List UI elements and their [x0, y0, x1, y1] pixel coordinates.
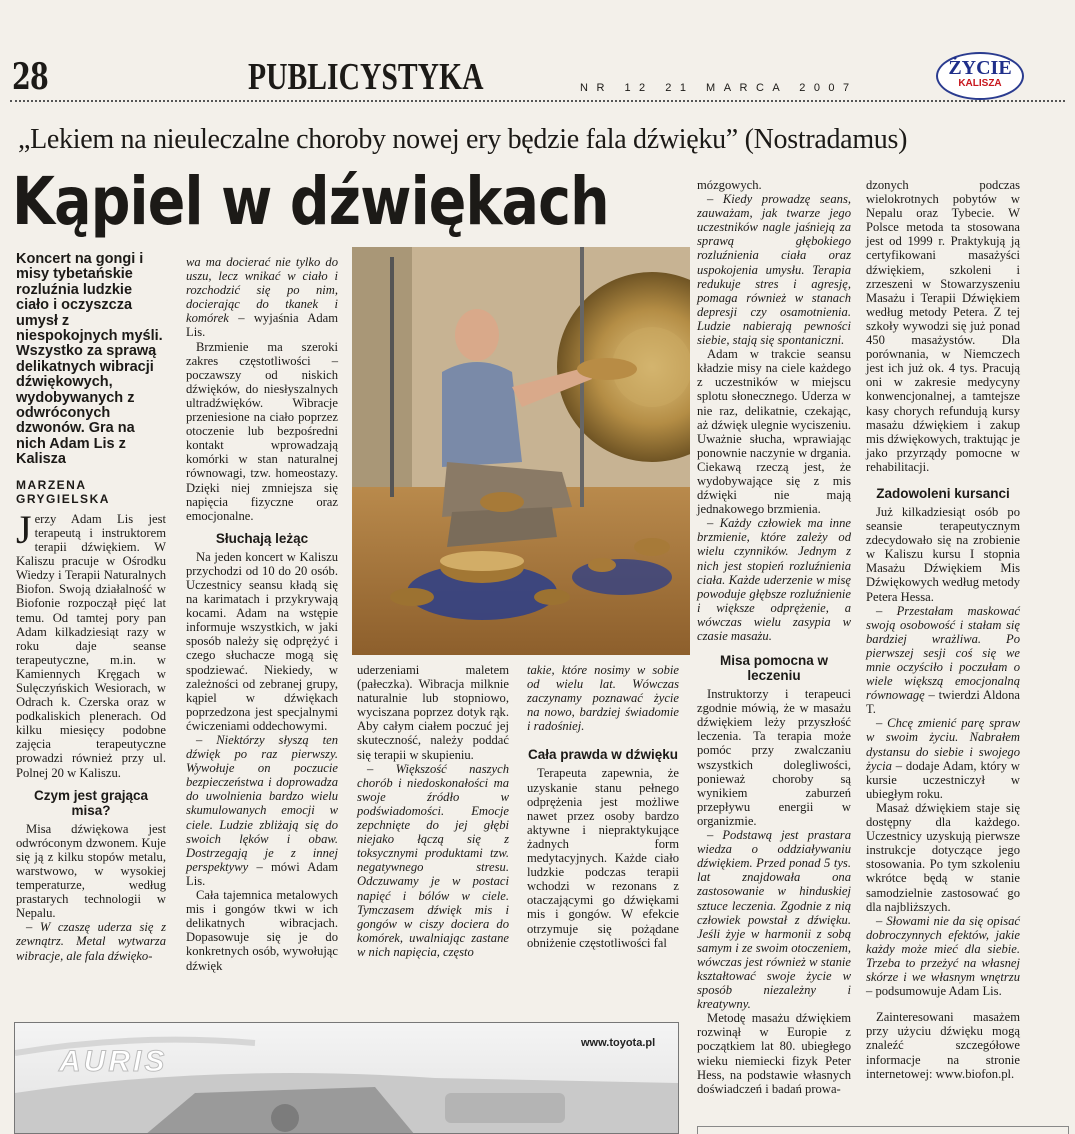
- byline: MARZENA GRYGIELSKA: [16, 477, 110, 506]
- paragraph: – Podstawą jest prastara wiedza o oddziaływaniu dźwiękiem. Przed ponad 5 tys. lat znajdowała ona zastosowanie w hinduskiej sztuce leczenia. Zgodnie z nią człowiek powstał z dźwięku. Jeśli żyje w harmonii z sobą samym i ze swoim otoczeniem, wówczas jest również w stanie kształtować swoje życie w sposób niezależny i kreatywny.: [697, 828, 851, 1012]
- paragraph: Jerzy Adam Lis jest terapeutą i instruktorem terapii dźwiękiem. W Kaliszu pracuje w Ośrodku Wiedzy i Terapii Naturalnych Biofon. Swoją działalność w Biofonie rozpoczął pięć lat temu. Od tamtej pory pan Adam kilkadziesiąt razy w roku daje seanse terapeutyczne, m.in. w Kamiennych Kręgach w Sulęczyńskich Wesiorach, w Odrach k. Czerska oraz w podkaliskich plenerach. Od kilku miesięcy podobne zajęcia terapeutyczne prowadzi również przy ul. Polnej 20 w Kaliszu.: [16, 506, 166, 780]
- article-quote: „Lekiem na nieuleczalne choroby nowej ery będzie fala dźwięku” (Nostradamus): [18, 124, 908, 155]
- subheading: Słuchają leżąc: [215, 530, 309, 546]
- paragraph: uderzeniami maletem (pałeczka). Wibracja milknie naturalnie lub stopniowo, wyciszana poprzez dotyk rąk. Aby całym ciałem poczuć jej skuteczność, należy poddać się terapii w skupieniu.: [357, 663, 509, 762]
- subheading: Czym jest grająca misa?: [33, 787, 149, 818]
- subheading: Misa pomocna w leczeniu: [719, 653, 829, 684]
- paragraph: – Każdy człowiek ma inne brzmienie, które zależy od wielu czynników. Jednym z nich jest stopień rozluźnienia ciała. Każde uderzenie w misę powoduje głębsze rozluźnienie i większe odprężenie, a wówczas wielu zasypia w czasie masażu.: [697, 516, 851, 643]
- paragraph: – Chcę zmienić parę spraw w swoim życiu. Nabrałem dystansu do siebie i swojego życia – dodaje Adam, który w kursie uczestniczył w ubiegłym roku.: [866, 716, 1020, 801]
- column-5: [697, 178, 851, 1096]
- paragraph: Misa dźwiękowa jest odwróconym dzwonem. Kuje się ją z kilku stopów metalu, warstwowo, w wysokiej temperaturze, według prastarych technologii w Nepalu.: [16, 821, 166, 921]
- paragraph: Na jeden koncert w Kaliszu przychodzi od 10 do 20 osób. Uczestnicy seansu kładą się na karimatach i przykrywają kocami. Adam na wstępie informuje wszystkich, w jaki sposób należy się odprężyć i czego słuchacze mogą się spodziewać. Niekiedy, w zależności od zebranej grupy, kąpiel w dźwiękach poprzedzona jest specjalnymi ćwiczeniami oddechowymi.: [186, 549, 338, 733]
- paragraph: dzonych podczas wielokrotnych pobytów w Nepalu oraz Tybecie. W Polsce metoda ta stosowana jest od 1999 r. Praktykują ją certyfikowani masażyści dźwiękiem, szkoleni i zrzeszeni w Stowarzyszeniu Masażu i Terapii Dźwiękiem według metody Petera. Z tej szkoły wywodzi się już ponad 450 masażystów. Dla porównania, w Niemczech jest ich już ok. 4 tys. Pracują oni w zakresie medycyny konwencjonalnej, a tamtejsze kasy chorych refundują kursy masażu dźwiękiem i zakup mis dźwiękowych, traktując je jako przyrządy pomocne w rehabilitacji.: [866, 178, 1020, 474]
- paragraph: Już kilkadziesiąt osób po seansie terapeutycznym zdecydowało się na zrobienie w Kaliszu kursu I stopnia Masażu Dźwiękiem Mis Dźwiękowych według metody Petera Hessa.: [866, 504, 1020, 604]
- paragraph: Zainteresowani masażem przy użyciu dźwięku mogą znaleźć szczegółowe informacje na stronie internetowej: www.biofon.pl.: [866, 1010, 1020, 1081]
- subheading: Zadowoleni kursanci: [876, 485, 1010, 501]
- article-title: Kąpiel w dźwiękach: [12, 163, 609, 240]
- paragraph: Masaż dźwiękiem staje się dostępny dla każdego. Uczestnicy uzyskują pierwsze instrukcje dotyczące jego stosowania. Po tym szkoleniu wkrótce będą w stanie samodzielnie zastosować go dla najbliższych.: [866, 800, 1020, 914]
- paragraph: Instruktorzy i terapeuci zgodnie mówią, że w masażu dźwiękiem leży przyszłość leczenia. Ta terapia może pomóc przy zwalczaniu wszystkich dolegliwości, ponieważ choroby są wynikiem zaburzeń przepływu energii w organizmie.: [697, 687, 851, 828]
- paragraph: wa ma docierać nie tylko do uszu, lecz wnikać w ciało i rozchodzić się po nim, docierając do tkanek i komórek – wyjaśnia Adam Lis.: [186, 255, 338, 340]
- newspaper-logo: [936, 52, 1024, 100]
- toyota-advertisement[interactable]: [14, 1022, 679, 1134]
- bottom-frame: [697, 1126, 1069, 1134]
- logo-word-kalisza: KALISZA: [958, 78, 1002, 89]
- paragraph: – Większość naszych chorób i niedoskonałości ma swoje źródło w podświadomości. Emocje zepchnięte do jej głębi niejako łączą się z toksycznymi produktami tzw. negatywnego stresu. Odczuwamy je w postaci napięć i bólów w ciele. Tymczasem dźwięk mis i gongów w ciszy dociera do komórek, uwalniając zastane w nich napięcia, często: [357, 761, 509, 959]
- article-lead: Koncert na gongi i misy tybetańskie rozluźnia ludzkie ciało i oczyszcza umysł z niespokojnych myśli. Wszystko za sprawą delikatnych wibracji dźwiękowych, wydobywanych z odwróconych dzwonów. Gra na nich Adam Lis z Kalisza: [16, 251, 163, 468]
- drop-cap: J: [16, 506, 32, 552]
- column-6: [866, 178, 1020, 1081]
- photo-illustration: [352, 247, 690, 655]
- article-photo: [352, 247, 690, 655]
- column-4: [527, 663, 679, 950]
- paragraph: – W czaszę uderza się z zewnątrz. Metal wytwarza wibracje, ale fala dźwięko-: [16, 920, 166, 963]
- paragraph: – Kiedy prowadzę seans, zauważam, jak twarze jego uczestników nagle jaśnieją za sprawą głębokiego rozluźnienia ciała oraz uspokojenia umysłu. Terapia redukuje stres i agresję, pomaga również w stanach depresji czy osamotnienia. Ludzie nabierają pewności siebie, stają się spontaniczni.: [697, 192, 851, 348]
- paragraph: – Niektórzy słyszą ten dźwięk po raz pierwszy. Wywołuje on poczucie bezpieczeństwa i doprowadza do uwolnienia bardzo wielu skumulowanych emocji w ciele. Ludzie zbliżają się do swoich lęków i obaw. Dostrzegają je z innej perspektywy – mówi Adam Lis.: [186, 733, 338, 888]
- paragraph: Adam w trakcie seansu kładzie misy na ciele każdego z uczestników w miejscu splotu słonecznego. Uderza w nie raz, delikatnie, czekając, aż dźwięk ulegnie wyciszeniu. Uważnie słucha, wprawiając ponownie naczynie w drgania. Ciekawą rzeczą jest, że wydobywające się z mis dźwięki nie mają jednakowego brzmienia.: [697, 347, 851, 517]
- issue-line: NR 12 21 MARCA 2007: [580, 82, 858, 94]
- paragraph: mózgowych.: [697, 178, 762, 192]
- column-2: [186, 255, 338, 973]
- section-title: PUBLICYSTYKA: [248, 56, 484, 98]
- subheading: Cała prawda w dźwięku: [527, 747, 679, 763]
- paragraph: Brzmienie ma szeroki zakres częstotliwości – poczawszy od niskich dźwięków, do niesłyszalnych ultradźwięków. Wibracje przeniesione na ciało poprzez otoczenie lub bezpośredni kontakt wprowadzają komórki w stan naturalnej równowagi, tzw. homeostazy. Dzięki niej zmniejsza się napięcia fizyczne oraz emocjonalne.: [186, 339, 338, 523]
- column-1: [16, 252, 166, 963]
- paragraph: Metodę masażu dźwiękiem rozwinął w Europie z początkiem lat 80. ubiegłego wieku niemiecki fizyk Peter Hess, na podstawie własnych doświadczeń i badań prowa-: [697, 1011, 851, 1096]
- column-3: [357, 663, 509, 959]
- paragraph: Cała tajemnica metalowych mis i gongów tkwi w ich delikatnych wibracjach. Dopasowuje się je do konkretnych osób, wywołując dźwięk: [186, 888, 338, 973]
- page-number: 28: [12, 56, 49, 98]
- ad-url[interactable]: www.toyota.pl: [581, 1037, 656, 1049]
- logo-word-zycie: ŻYCIE: [948, 57, 1012, 79]
- paragraph: takie, które nosimy w sobie od wielu lat. Wówczas zaczynamy poznawać życie na nowo, bardziej świadomie i radośniej.: [527, 663, 679, 734]
- paragraph: Terapeuta zapewnia, że uzyskanie stanu pełnego odprężenia jest możliwe nawet przez osoby bardzo aktywne i niepraktykujące żadnych form medytacyjnych. Każde ciało ludzkie podczas terapii wchodzi w rezonans z otaczającymi go dźwiękami mis i gongów. W efekcie otrzymuje się pożądane obniżenie częstotliwości fal: [527, 766, 679, 950]
- header-rule: [10, 100, 1065, 102]
- paragraph: – Przestałam maskować swoją osobowość i stałam się bardziej wrażliwa. Po pierwszej sesji coś się we mnie oczyściło i poczułam o wiele większą emocjonalną równowagę – twierdzi Aldona T.: [866, 603, 1020, 717]
- ad-brand-logo: AURIS: [59, 1045, 168, 1078]
- paragraph: – Słowami nie da się opisać dobroczynnych efektów, jakie każdy może mieć dla siebie. Trzeba to przeżyć na własnej skórze i we własnym wnętrzu – podsumowuje Adam Lis.: [866, 913, 1020, 999]
